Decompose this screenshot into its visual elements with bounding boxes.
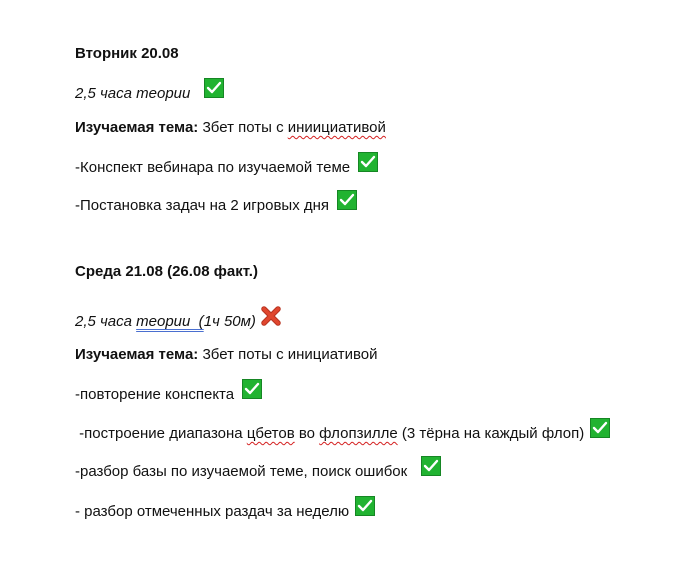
check-mark-icon [242, 379, 262, 399]
day1-hours [75, 84, 224, 104]
day2-topic-label: Изучаемая тема: [75, 346, 199, 363]
day2-hours-grammar-flag: теории ( [136, 313, 204, 330]
check-mark-icon [421, 456, 441, 476]
day1-topic-misspelled: иниициативой [287, 119, 386, 136]
day1-hours-text: 2,5 часа теории [75, 85, 191, 102]
day2-task-1-text: -повторение конспекта [75, 386, 235, 403]
day2-hours-text: 2,5 часа [75, 313, 137, 330]
day2-task-1 [75, 385, 262, 405]
day1-topic-text: 3бет поты с [198, 119, 288, 136]
day2-task-2-misspelled-2: флопзилле [319, 425, 398, 442]
check-mark-icon [355, 496, 375, 516]
day1-header-text: Вторник 20.08 [75, 45, 179, 62]
day2-task-3 [75, 462, 441, 482]
day2-hours [75, 311, 282, 333]
check-mark-icon [204, 78, 224, 98]
day2-topic-text: 3бет поты с инициативой [198, 346, 378, 363]
day1-task-2-text: -Постановка задач на 2 игровых дня [75, 197, 330, 214]
day2-header [75, 262, 258, 282]
day1-topic-label: Изучаемая тема: [75, 119, 199, 136]
day2-task-4 [75, 502, 375, 522]
check-mark-icon [358, 152, 378, 172]
cross-mark-icon [260, 305, 282, 327]
day2-task-2-misspelled-1: цбетов [246, 425, 295, 442]
day2-hours-actual: 1ч 50м) [203, 313, 256, 330]
day2-task-2 [75, 424, 610, 444]
day2-task-3-text: -разбор базы по изучаемой теме, поиск ошибок [75, 463, 408, 480]
day2-task-2-text: -построение диапазона [75, 425, 247, 442]
day2-task-2-text-mid: во [294, 425, 320, 442]
day2-task-4-text: - разбор отмеченных раздач за неделю [75, 503, 350, 520]
day1-task-1 [75, 158, 378, 178]
day1-task-1-text: -Конспект вебинара по изучаемой теме [75, 159, 351, 176]
day2-task-2-text-end: (3 тёрна на каждый флоп) [397, 425, 585, 442]
day1-task-2 [75, 196, 357, 216]
day1-header [75, 44, 179, 64]
day2-header-text: Среда 21.08 (26.08 факт.) [75, 263, 258, 280]
check-mark-icon [590, 418, 610, 438]
day2-topic [75, 345, 378, 365]
check-mark-icon [337, 190, 357, 210]
day1-topic [75, 118, 386, 138]
